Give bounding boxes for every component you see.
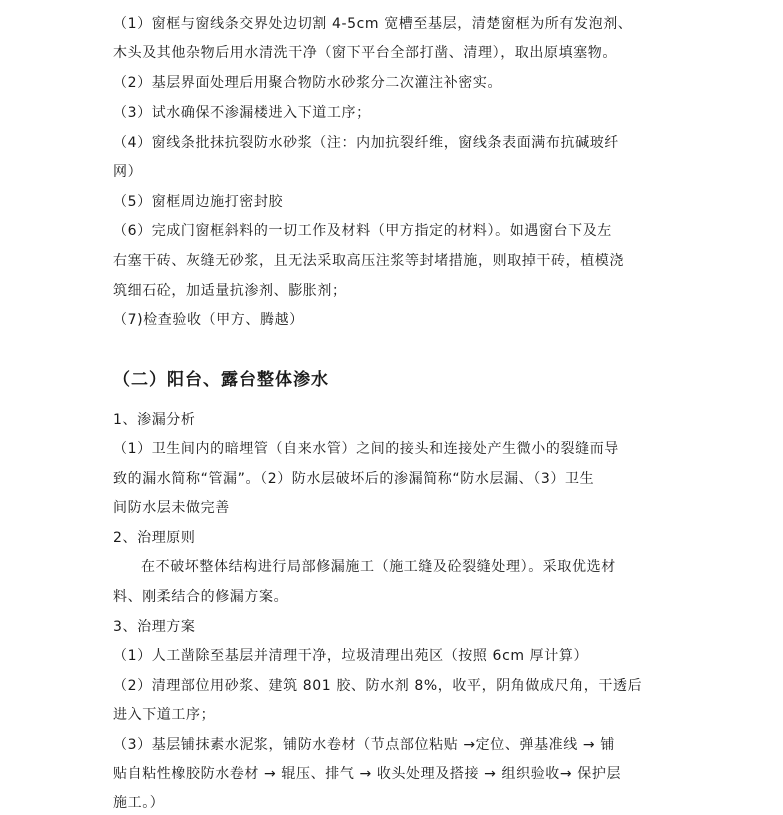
item4-line2: 网） <box>113 164 143 180</box>
plan-item1: （1）人工凿除至基层并清理干净，垃圾清理出苑区（按照 6cm 厚计算） <box>113 648 589 664</box>
plan-item3-line3: 施工。） <box>113 795 165 811</box>
item4-line1: （4）窗线条批抹抗裂防水砂浆（注：内加抗裂纤维，窗线条表面满布抗碱玻纤 <box>113 135 619 151</box>
analysis-line3: 间防水层未做完善 <box>113 500 230 516</box>
item5: （5）窗框周边施打密封胶 <box>113 194 284 210</box>
principle-line1: 在不破坏整体结构进行局部修漏施工（施工缝及砼裂缝处理）。采取优选材 <box>141 559 616 575</box>
plan-item3-line1: （3）基层铺抹素水泥浆，铺防水卷材（节点部位粘贴 →定位、弹基准线 → 铺 <box>113 737 615 753</box>
plan-item2-line2: 进入下道工序； <box>113 707 216 723</box>
item6-line2: 右塞干砖、灰缝无砂浆，且无法采取高压注浆等封堵措施，则取掉干砖，植模浇 <box>113 253 624 269</box>
analysis-title: 1、渗漏分析 <box>113 412 196 428</box>
analysis-line1: （1）卫生间内的暗埋管（自来水管）之间的接头和连接处产生微小的裂缝而导 <box>113 441 619 457</box>
section-heading: （二）阳台、露台整体渗水 <box>113 370 329 390</box>
item1-line2: 木头及其他杂物后用水清洗干净（窗下平台全部打凿、清理），取出原填塞物。 <box>113 45 617 61</box>
principle-title: 2、治理原则 <box>113 530 196 546</box>
item2: （2）基层界面处理后用聚合物防水砂浆分二次灌注补密实。 <box>113 75 503 91</box>
item7: （7)检查验收（甲方、腾越） <box>113 312 304 328</box>
principle-line2: 料、刚柔结合的修漏方案。 <box>113 589 289 605</box>
plan-title: 3、治理方案 <box>113 619 196 635</box>
item1-line1: （1）窗框与窗线条交界处边切割 4-5cm 宽槽至基层，清楚窗框为所有发泡剂、 <box>113 16 633 32</box>
plan-item3-line2: 贴自粘性橡胶防水卷材 → 辊压、排气 → 收头处理及搭接 → 组织验收→ 保护层 <box>113 766 622 782</box>
item3: （3）试水确保不渗漏楼进入下道工序； <box>113 105 371 121</box>
item6-line3: 筑细石砼，加适量抗渗剂、膨胀剂； <box>113 283 347 299</box>
plan-item2-line1: （2）清理部位用砂浆、建筑 801 胶、防水剂 8%，收平，阴角做成尺角，干透后 <box>113 678 643 694</box>
item6-line1: （6）完成门窗框斜料的一切工作及材料（甲方指定的材料）。如遇窗台下及左 <box>113 223 612 239</box>
analysis-line2: 致的漏水简称“管漏”。（2）防水层破坏后的渗漏简称“防水层漏、（3）卫生 <box>113 471 595 487</box>
